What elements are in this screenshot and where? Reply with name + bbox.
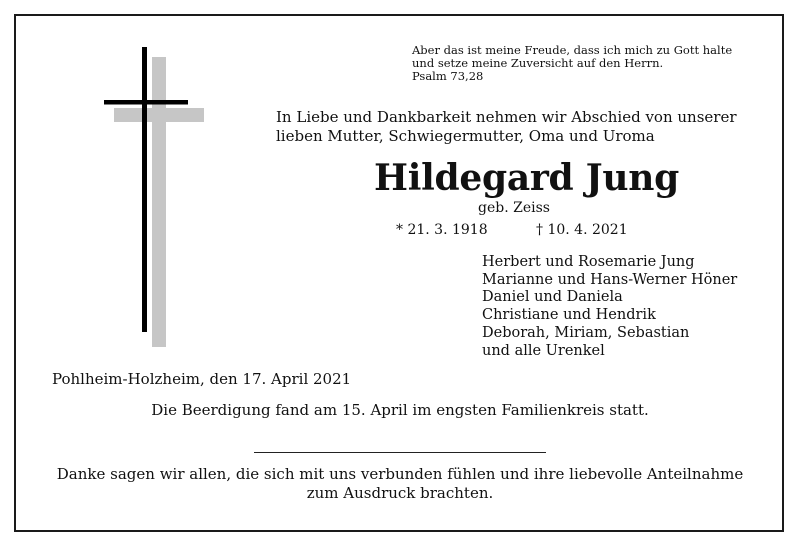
death-date: † 10. 4. 2021 bbox=[536, 222, 628, 238]
thanks-line: Danke sagen wir allen, die sich mit uns verbunden fühlen und ihre liebevolle Anteilnahme bbox=[56, 465, 744, 483]
cross-shadow-horizontal bbox=[114, 108, 204, 122]
maiden-name: geb. Zeiss bbox=[478, 200, 550, 216]
cross-line-vertical bbox=[142, 47, 147, 332]
divider-line bbox=[254, 452, 546, 453]
family-member: Christiane und Hendrik bbox=[482, 307, 656, 324]
psalm-line: und setze meine Zuversicht auf den Herrn. bbox=[412, 56, 664, 70]
family-member: Marianne und Hans-Werner Höner bbox=[482, 271, 738, 288]
psalm-quote bbox=[412, 44, 772, 83]
deceased-name: Hildegard Jung bbox=[374, 157, 679, 199]
cross-line-horizontal bbox=[104, 100, 188, 105]
thanks-text bbox=[0, 465, 800, 503]
birth-date: * 21. 3. 1918 bbox=[396, 222, 488, 238]
psalm-line: Aber das ist meine Freude, dass ich mich zu Gott halte bbox=[412, 43, 733, 57]
family-member: Deborah, Miriam, Sebastian bbox=[482, 324, 690, 341]
thanks-line: zum Ausdruck brachten. bbox=[306, 484, 494, 502]
family-member: und alle Urenkel bbox=[482, 342, 605, 359]
intro-text bbox=[276, 108, 776, 146]
family-list bbox=[482, 254, 782, 360]
family-member: Daniel und Daniela bbox=[482, 289, 623, 306]
intro-line: In Liebe und Dankbarkeit nehmen wir Abschied von unserer bbox=[276, 108, 737, 126]
place-date: Pohlheim-Holzheim, den 17. April 2021 bbox=[52, 370, 352, 388]
cross-icon bbox=[100, 45, 210, 350]
family-member: Herbert und Rosemarie Jung bbox=[482, 254, 695, 270]
psalm-reference: Psalm 73,28 bbox=[412, 69, 484, 83]
funeral-note: Die Beerdigung fand am 15. April im engsten Familienkreis statt. bbox=[151, 401, 649, 419]
intro-line: lieben Mutter, Schwiegermutter, Oma und Uroma bbox=[276, 127, 655, 145]
